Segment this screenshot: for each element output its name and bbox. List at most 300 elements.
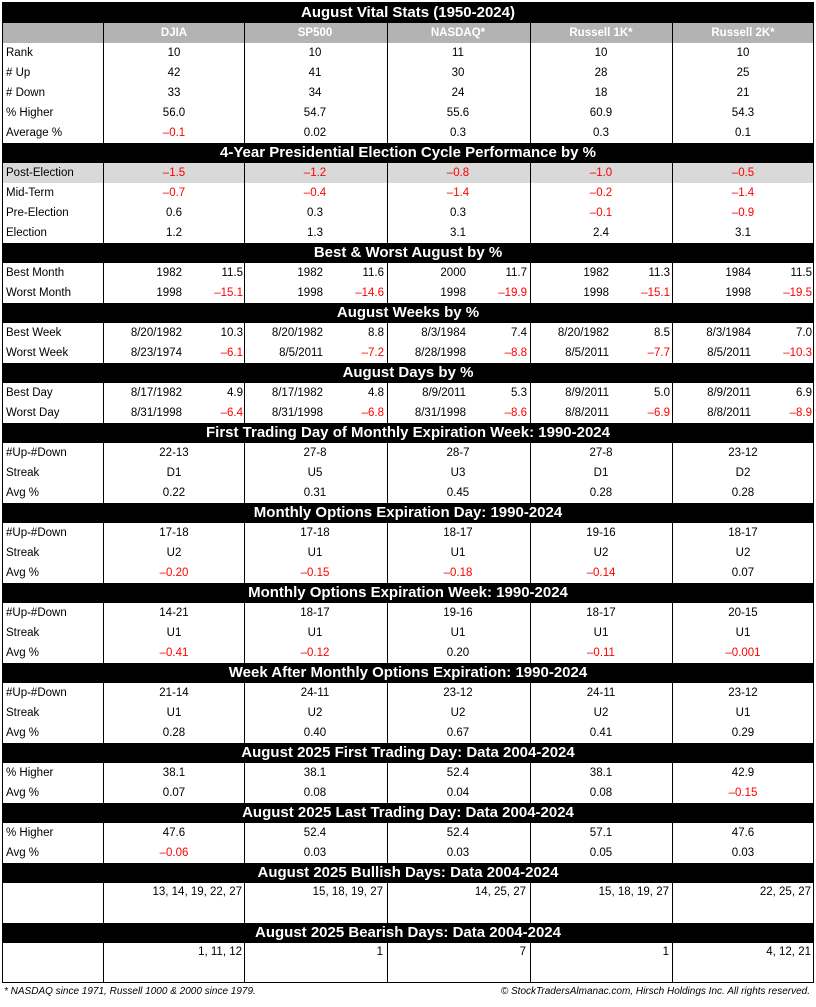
table-cell: 52.4 xyxy=(303,827,327,839)
table-cell: 25 xyxy=(736,67,750,79)
column-divider xyxy=(387,43,388,63)
table-cell: –0.11 xyxy=(587,647,615,659)
row-label: Mid-Term xyxy=(6,187,54,199)
table-cell: 0.02 xyxy=(303,127,327,139)
table-cell: 0.04 xyxy=(446,787,470,799)
column-divider xyxy=(103,463,104,483)
footnote: * NASDAQ since 1971, Russell 1000 & 2000 since 1979. xyxy=(4,986,256,997)
table-cell: 19-16 xyxy=(443,607,473,619)
section-header: August 2025 Last Trading Day: Data 2004-2024 xyxy=(3,803,813,823)
table-cell: U1 xyxy=(450,547,466,559)
section-header: First Trading Day of Monthly Expiration Week: 1990-2024 xyxy=(3,423,813,443)
table-row xyxy=(3,543,813,563)
column-divider xyxy=(244,63,245,83)
value-cell: –8.8 xyxy=(504,347,527,359)
table-cell: 54.7 xyxy=(303,107,327,119)
column-divider xyxy=(672,43,673,63)
date-cell: 1982 xyxy=(156,267,182,279)
value-cell: –19.5 xyxy=(783,287,812,299)
column-divider xyxy=(387,823,388,843)
date-cell: 8/17/1982 xyxy=(130,387,182,399)
column-divider xyxy=(103,323,104,343)
column-divider xyxy=(244,443,245,463)
column-divider xyxy=(103,283,104,303)
row-label: # Up xyxy=(6,67,31,79)
table-cell: –0.9 xyxy=(731,207,755,219)
days-cell: 15, 18, 19, 27 xyxy=(312,886,383,898)
table-cell: 17-18 xyxy=(159,527,189,539)
value-cell: –19.9 xyxy=(498,287,527,299)
table-cell: 28-7 xyxy=(446,447,470,459)
table-row xyxy=(3,83,813,103)
table-cell: 38.1 xyxy=(589,767,613,779)
column-divider xyxy=(530,883,531,923)
column-divider xyxy=(672,723,673,743)
table-cell: 0.07 xyxy=(162,787,186,799)
table-cell: 0.28 xyxy=(731,487,755,499)
column-divider xyxy=(387,23,388,43)
column-divider xyxy=(672,783,673,803)
table-cell: U1 xyxy=(735,627,751,639)
value-cell: 11.5 xyxy=(790,267,812,279)
column-divider xyxy=(387,883,388,923)
date-cell: 2000 xyxy=(440,267,466,279)
table-row xyxy=(3,443,813,463)
table-cell: 57.1 xyxy=(589,827,613,839)
table-cell: 28 xyxy=(594,67,608,79)
table-cell: –1.0 xyxy=(589,167,613,179)
column-divider xyxy=(387,383,388,403)
row-label: Worst Day xyxy=(6,407,60,419)
column-divider xyxy=(103,783,104,803)
column-divider xyxy=(103,623,104,643)
row-label: Avg % xyxy=(6,647,40,659)
value-cell: –7.2 xyxy=(361,347,384,359)
table-cell: 33 xyxy=(167,87,181,99)
column-divider xyxy=(387,443,388,463)
table-cell: 0.03 xyxy=(731,847,755,859)
table-cell: 0.40 xyxy=(303,727,327,739)
row-label: Average % xyxy=(6,127,63,139)
row-label: #Up-#Down xyxy=(6,527,67,539)
table-cell: 27-8 xyxy=(303,447,327,459)
column-divider xyxy=(530,783,531,803)
column-divider xyxy=(387,483,388,503)
column-divider xyxy=(387,263,388,283)
table-cell: 21-14 xyxy=(159,687,189,699)
table-row xyxy=(3,263,813,283)
table-row xyxy=(3,223,813,243)
date-cell: 8/31/1998 xyxy=(130,407,182,419)
date-cell: 1998 xyxy=(583,287,609,299)
table-row xyxy=(3,123,813,143)
value-cell: 4.8 xyxy=(368,387,384,399)
table-row xyxy=(3,323,813,343)
table-cell: 11 xyxy=(452,47,464,59)
column-divider xyxy=(103,443,104,463)
column-divider xyxy=(672,763,673,783)
table-cell: –1.2 xyxy=(303,167,327,179)
column-header-row xyxy=(3,23,813,43)
column-divider xyxy=(530,483,531,503)
column-divider xyxy=(387,543,388,563)
table-cell: D1 xyxy=(166,467,182,479)
column-divider xyxy=(530,163,531,183)
column-header: Russell 2K* xyxy=(711,27,775,39)
column-divider xyxy=(530,603,531,623)
days-row xyxy=(3,883,813,923)
column-divider xyxy=(103,343,104,363)
table-cell: 54.3 xyxy=(731,107,755,119)
table-cell: 38.1 xyxy=(303,767,327,779)
column-divider xyxy=(244,123,245,143)
table-cell: 0.22 xyxy=(162,487,186,499)
table-row xyxy=(3,643,813,663)
table-cell: –0.14 xyxy=(586,567,616,579)
table-cell: U3 xyxy=(450,467,466,479)
value-cell: 5.0 xyxy=(654,387,670,399)
column-divider xyxy=(244,323,245,343)
table-cell: 10 xyxy=(167,47,181,59)
column-divider xyxy=(387,843,388,863)
table-cell: 0.28 xyxy=(162,727,186,739)
column-divider xyxy=(387,283,388,303)
column-divider xyxy=(244,343,245,363)
column-divider xyxy=(672,223,673,243)
table-cell: U2 xyxy=(735,547,751,559)
column-divider xyxy=(103,763,104,783)
column-divider xyxy=(672,163,673,183)
table-row xyxy=(3,763,813,783)
value-cell: –10.3 xyxy=(783,347,812,359)
value-cell: 5.3 xyxy=(511,387,527,399)
column-divider xyxy=(103,523,104,543)
column-divider xyxy=(387,463,388,483)
table-row xyxy=(3,843,813,863)
column-divider xyxy=(244,703,245,723)
section-header: Week After Monthly Options Expiration: 1990-2024 xyxy=(3,663,813,683)
date-cell: 8/17/1982 xyxy=(271,387,323,399)
column-divider xyxy=(103,123,104,143)
column-divider xyxy=(530,723,531,743)
column-divider xyxy=(672,643,673,663)
table-cell: 0.03 xyxy=(446,847,470,859)
column-divider xyxy=(530,283,531,303)
column-divider xyxy=(672,183,673,203)
value-cell: 8.5 xyxy=(654,327,670,339)
column-divider xyxy=(387,63,388,83)
table-cell: 10 xyxy=(594,47,608,59)
table-cell: U5 xyxy=(307,467,323,479)
table-cell: 42 xyxy=(167,67,181,79)
row-label: Avg % xyxy=(6,567,40,579)
date-cell: 8/20/1982 xyxy=(130,327,182,339)
column-divider xyxy=(530,23,531,43)
column-divider xyxy=(103,23,104,43)
row-label: Best Day xyxy=(6,387,53,399)
table-row xyxy=(3,623,813,643)
column-divider xyxy=(244,383,245,403)
date-cell: 8/9/2011 xyxy=(707,387,751,399)
table-cell: U2 xyxy=(593,547,609,559)
column-divider xyxy=(244,483,245,503)
table-cell: 2.4 xyxy=(593,227,609,239)
column-divider xyxy=(530,523,531,543)
table-cell: 60.9 xyxy=(589,107,613,119)
table-cell: –1.4 xyxy=(731,187,755,199)
column-divider xyxy=(387,223,388,243)
column-divider xyxy=(103,603,104,623)
date-cell: 8/20/1982 xyxy=(271,327,323,339)
days-cell: 14, 25, 27 xyxy=(474,886,526,898)
table-cell: –0.18 xyxy=(443,567,473,579)
column-divider xyxy=(244,283,245,303)
column-header: SP500 xyxy=(297,27,333,39)
column-divider xyxy=(244,163,245,183)
column-divider xyxy=(530,403,531,423)
column-divider xyxy=(103,883,104,923)
column-divider xyxy=(387,523,388,543)
column-divider xyxy=(530,843,531,863)
column-divider xyxy=(530,63,531,83)
column-divider xyxy=(103,563,104,583)
table-row xyxy=(3,103,813,123)
table-cell: 3.1 xyxy=(735,227,751,239)
column-divider xyxy=(672,703,673,723)
column-divider xyxy=(672,63,673,83)
days-row xyxy=(3,943,813,983)
table-row xyxy=(3,63,813,83)
column-divider xyxy=(103,163,104,183)
value-cell: 11.5 xyxy=(221,267,243,279)
value-cell: –6.9 xyxy=(647,407,670,419)
table-cell: 18-17 xyxy=(728,527,758,539)
column-divider xyxy=(103,383,104,403)
table-cell: 52.4 xyxy=(446,827,470,839)
column-divider xyxy=(672,683,673,703)
column-divider xyxy=(672,283,673,303)
table-row xyxy=(3,343,813,363)
table-cell: D1 xyxy=(593,467,609,479)
table-cell: 47.6 xyxy=(162,827,186,839)
column-divider xyxy=(244,943,245,983)
value-cell: 7.4 xyxy=(511,327,527,339)
section-header: Monthly Options Expiration Day: 1990-2024 xyxy=(3,503,813,523)
date-cell: 1998 xyxy=(725,287,751,299)
table-cell: U2 xyxy=(450,707,466,719)
table-cell: –0.20 xyxy=(159,567,189,579)
column-divider xyxy=(244,403,245,423)
column-divider xyxy=(387,783,388,803)
column-divider xyxy=(530,763,531,783)
column-divider xyxy=(103,203,104,223)
date-cell: 8/5/2011 xyxy=(707,347,751,359)
table-cell: 22-13 xyxy=(159,447,189,459)
column-divider xyxy=(530,683,531,703)
table-cell: 1.3 xyxy=(307,227,323,239)
row-label: Best Month xyxy=(6,267,65,279)
table-cell: 18 xyxy=(594,87,608,99)
column-divider xyxy=(244,543,245,563)
column-divider xyxy=(387,83,388,103)
column-divider xyxy=(244,723,245,743)
column-divider xyxy=(530,623,531,643)
table-cell: 52.4 xyxy=(446,767,470,779)
column-divider xyxy=(103,843,104,863)
row-label: Streak xyxy=(6,547,40,559)
table-cell: 23-12 xyxy=(443,687,473,699)
column-divider xyxy=(244,643,245,663)
table-cell: 10 xyxy=(308,47,322,59)
table-cell: 0.03 xyxy=(303,847,327,859)
column-divider xyxy=(530,103,531,123)
days-cell: 7 xyxy=(519,946,526,958)
table-cell: –1.4 xyxy=(446,187,470,199)
date-cell: 8/9/2011 xyxy=(422,387,466,399)
column-divider xyxy=(672,823,673,843)
column-divider xyxy=(244,783,245,803)
section-header: Monthly Options Expiration Week: 1990-2024 xyxy=(3,583,813,603)
value-cell: –15.1 xyxy=(641,287,670,299)
column-divider xyxy=(244,463,245,483)
date-cell: 1982 xyxy=(297,267,323,279)
table-cell: U1 xyxy=(593,627,609,639)
date-cell: 8/20/1982 xyxy=(557,327,609,339)
column-divider xyxy=(103,83,104,103)
value-cell: 11.6 xyxy=(362,267,384,279)
date-cell: 8/3/1984 xyxy=(421,327,466,339)
column-divider xyxy=(387,103,388,123)
table-cell: U2 xyxy=(593,707,609,719)
table-cell: –0.2 xyxy=(589,187,613,199)
column-divider xyxy=(244,203,245,223)
column-divider xyxy=(244,263,245,283)
section-header: Best & Worst August by % xyxy=(3,243,813,263)
table-cell: 42.9 xyxy=(731,767,755,779)
date-cell: 8/8/2011 xyxy=(565,407,609,419)
column-divider xyxy=(530,183,531,203)
column-divider xyxy=(530,43,531,63)
column-divider xyxy=(672,443,673,463)
column-divider xyxy=(103,183,104,203)
table-cell: 0.3 xyxy=(593,127,609,139)
column-divider xyxy=(530,223,531,243)
table-cell: 0.6 xyxy=(166,207,182,219)
value-cell: 8.8 xyxy=(368,327,384,339)
table-cell: 24-11 xyxy=(586,687,616,699)
row-label: Worst Month xyxy=(6,287,71,299)
column-divider xyxy=(387,163,388,183)
table-cell: 0.1 xyxy=(735,127,751,139)
days-cell: 15, 18, 19, 27 xyxy=(598,886,669,898)
table-cell: 56.0 xyxy=(162,107,186,119)
row-label: % Higher xyxy=(6,107,54,119)
value-cell: –14.6 xyxy=(355,287,384,299)
row-label: Rank xyxy=(6,47,33,59)
row-label: Post-Election xyxy=(6,167,74,179)
column-divider xyxy=(672,103,673,123)
value-cell: 6.9 xyxy=(796,387,812,399)
section-header: August Vital Stats (1950-2024) xyxy=(3,3,813,23)
column-header: DJIA xyxy=(160,27,188,39)
table-row xyxy=(3,703,813,723)
table-cell: –0.7 xyxy=(162,187,186,199)
column-divider xyxy=(530,263,531,283)
table-cell: U1 xyxy=(166,707,182,719)
table-cell: 24 xyxy=(451,87,465,99)
column-divider xyxy=(387,603,388,623)
column-divider xyxy=(387,123,388,143)
section-header: August 2025 Bearish Days: Data 2004-2024 xyxy=(3,923,813,943)
table-cell: –0.8 xyxy=(446,167,470,179)
column-divider xyxy=(244,523,245,543)
days-cell: 1 xyxy=(376,946,383,958)
column-divider xyxy=(387,763,388,783)
table-row xyxy=(3,523,813,543)
days-cell: 22, 25, 27 xyxy=(759,886,811,898)
table-cell: –0.15 xyxy=(728,787,758,799)
table-cell: –0.5 xyxy=(731,167,755,179)
table-cell: 27-8 xyxy=(589,447,613,459)
column-divider xyxy=(530,543,531,563)
column-divider xyxy=(530,343,531,363)
column-divider xyxy=(244,183,245,203)
column-divider xyxy=(387,643,388,663)
column-divider xyxy=(103,223,104,243)
value-cell: 10.3 xyxy=(220,327,243,339)
column-divider xyxy=(530,123,531,143)
table-cell: 0.29 xyxy=(731,727,755,739)
days-cell: 13, 14, 19, 22, 27 xyxy=(152,886,242,898)
table-cell: U1 xyxy=(166,627,182,639)
column-divider xyxy=(672,483,673,503)
column-divider xyxy=(530,703,531,723)
table-cell: 41 xyxy=(308,67,322,79)
table-cell: 0.3 xyxy=(450,207,466,219)
column-divider xyxy=(672,523,673,543)
value-cell: –6.4 xyxy=(220,407,243,419)
value-cell: 4.9 xyxy=(227,387,243,399)
value-cell: –8.6 xyxy=(504,407,527,419)
table-cell: 21 xyxy=(736,87,750,99)
column-divider xyxy=(244,43,245,63)
column-divider xyxy=(672,463,673,483)
table-cell: 30 xyxy=(451,67,465,79)
row-label: #Up-#Down xyxy=(6,687,67,699)
column-divider xyxy=(387,323,388,343)
column-divider xyxy=(103,643,104,663)
table-row xyxy=(3,163,813,183)
table-cell: 3.1 xyxy=(450,227,466,239)
column-divider xyxy=(244,763,245,783)
table-cell: 34 xyxy=(308,87,322,99)
column-divider xyxy=(672,403,673,423)
table-cell: U1 xyxy=(735,707,751,719)
row-label: # Down xyxy=(6,87,45,99)
column-divider xyxy=(103,263,104,283)
table-cell: 0.3 xyxy=(450,127,466,139)
table-cell: 14-21 xyxy=(159,607,189,619)
column-divider xyxy=(530,323,531,343)
table-cell: 38.1 xyxy=(162,767,186,779)
row-label: Avg % xyxy=(6,487,40,499)
column-divider xyxy=(103,723,104,743)
column-divider xyxy=(244,623,245,643)
row-label: Election xyxy=(6,227,47,239)
column-divider xyxy=(244,223,245,243)
copyright-notice: © StockTradersAlmanac.com, Hirsch Holdings Inc. All rights reserved. xyxy=(500,986,810,997)
value-cell: –8.9 xyxy=(789,407,812,419)
